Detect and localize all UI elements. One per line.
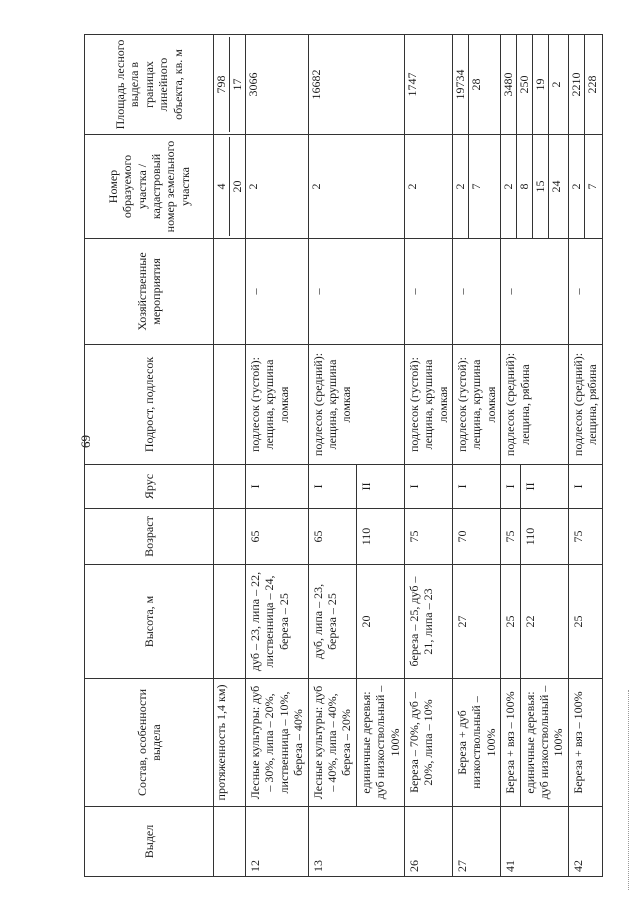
vozrast-cell: 110 (520, 509, 568, 565)
podrost-cell: подлесок (средний): лещина, рябина (501, 345, 569, 465)
col-vozrast: Возраст (85, 509, 214, 565)
table-row (501, 35, 520, 877)
meropriyatiya-cell: – (308, 239, 404, 345)
sostav-cell: Лесные культуры: дуб – 30%, липа – 20%, лиственница – 10%, береза – 40% (246, 679, 309, 807)
table-subheader: протяженность 1,4 км) 4 20 798 17 (214, 35, 246, 877)
vozrast-cell: 110 (356, 509, 404, 565)
scan-edge (628, 690, 630, 890)
nomer-cell (404, 135, 452, 239)
yarus-cell: I (404, 465, 452, 509)
ploshchad-value: 16682 (308, 69, 323, 100)
sostav-cell: Береза + вяз – 100% (501, 679, 520, 807)
nomer-value: 2 (501, 135, 517, 238)
forest-table (84, 34, 603, 877)
col-sostav: Состав, особенности выдела (85, 679, 214, 807)
nomer-cell (453, 135, 501, 239)
sostav-cell: единичные деревья: дуб низкоствольный – 100% (520, 679, 568, 807)
vydel-cell: 13 (308, 807, 404, 877)
ploshchad-cell (308, 35, 404, 135)
table-row (404, 35, 452, 877)
yarus-cell: I (453, 465, 501, 509)
ploshchad-value: 2 (549, 81, 564, 88)
ploshchad-value: 28 (469, 78, 484, 91)
rotated-table-container (84, 35, 640, 877)
table-row (308, 35, 356, 877)
ploshchad-value: 228 (584, 75, 599, 94)
nomer-cell (501, 135, 569, 239)
podrost-cell: подлесок (средний): лещина, крушина ломкая (308, 345, 404, 465)
sostav-cell: Береза + вяз – 100% (568, 679, 602, 807)
ploshchad-value: 250 (517, 35, 533, 134)
sostav-cell: Лесные культуры: дуб – 40%, липа – 40%, береза – 20% (308, 679, 356, 807)
ploshchad-cell (453, 35, 501, 135)
sostav-cell: Береза – 70%, дуб – 20%, липа – 10% (404, 679, 452, 807)
table-row (568, 35, 602, 877)
col-vydel: Выдел (85, 807, 214, 877)
vozrast-cell: 70 (453, 509, 501, 565)
podrost-cell: подлесок (густой): лещина, крушина ломкая (453, 345, 501, 465)
table-header (85, 35, 214, 877)
vozrast-cell: 75 (404, 509, 452, 565)
sostav-cell: Береза + дуб низкоствольный – 100% (453, 679, 501, 807)
col-yarus: Ярус (85, 465, 214, 509)
ploshchad-cell (501, 35, 569, 135)
col-meropriyatiya: Хозяйственные мероприятия (85, 239, 214, 345)
vydel-cell: 12 (246, 807, 309, 877)
podrost-cell: подлесок (густой): лещина, крушина ломкая (404, 345, 452, 465)
nomer-value: 2 (404, 183, 419, 190)
podrost-cell: подлесок (средний): лещина, рябина (568, 345, 602, 465)
meropriyatiya-cell: – (453, 239, 501, 345)
vozrast-cell: 75 (501, 509, 520, 565)
page-number: 69 (78, 435, 93, 448)
vydel-cell: 41 (501, 807, 569, 877)
ploshchad-value: 19 (533, 35, 549, 134)
vysota-cell: дуб, липа – 23, береза – 25 (308, 565, 356, 679)
protyazhennost: протяженность 1,4 км) (214, 679, 246, 807)
meropriyatiya-cell: – (568, 239, 602, 345)
vysota-cell: дуб – 23, липа – 22, лиственница – 24, береза – 25 (246, 565, 309, 679)
yarus-cell: I (568, 465, 602, 509)
sostav-cell: единичные деревья: дуб низкоствольный – 100% (356, 679, 404, 807)
vozrast-cell: 75 (568, 509, 602, 565)
vysota-cell: 25 (568, 565, 602, 679)
nomer-value: 7 (469, 183, 484, 190)
yarus-cell: II (520, 465, 568, 509)
ploshchad-value: 2210 (569, 35, 585, 134)
vydel-cell: 42 (568, 807, 602, 877)
nomer-value: 2 (453, 135, 469, 238)
ploshchad-value: 3480 (501, 35, 517, 134)
vysota-cell: береза – 25, дуб – 21, липа – 23 (404, 565, 452, 679)
meropriyatiya-cell: – (404, 239, 452, 345)
nomer-value: 8 (517, 135, 533, 238)
nomer-cell (568, 135, 602, 239)
nomer-value: 2 (569, 135, 585, 238)
vysota-cell: 27 (453, 565, 501, 679)
table-row (453, 35, 501, 877)
vozrast-cell: 65 (308, 509, 356, 565)
ploshchad-cell (568, 35, 602, 135)
col-ploshchad: Площадь лесного выдела в границах линейного объекта, кв. м (85, 35, 214, 135)
meropriyatiya-cell: – (246, 239, 309, 345)
vysota-cell: 25 (501, 565, 520, 679)
ploshchad-cell (404, 35, 452, 135)
ploshchad-value: 3066 (246, 72, 260, 97)
nomer-value: 24 (549, 180, 564, 193)
nomer-cell (246, 135, 309, 239)
col-podrost: Подрост, подлесок (85, 345, 214, 465)
yarus-cell: I (308, 465, 356, 509)
vysota-cell: 22 (520, 565, 568, 679)
ploshchad-value: 19734 (453, 35, 469, 134)
vydel-cell: 27 (453, 807, 501, 877)
vydel-cell: 26 (404, 807, 452, 877)
vysota-cell: 20 (356, 565, 404, 679)
nomer-value: 15 (533, 135, 549, 238)
yarus-cell: I (501, 465, 520, 509)
col-vysota: Высота, м (85, 565, 214, 679)
table-row (246, 35, 309, 877)
nomer-value: 7 (584, 183, 599, 190)
nomer-cell (308, 135, 404, 239)
yarus-cell: I (246, 465, 309, 509)
nomer-value: 2 (308, 183, 323, 190)
ploshchad-value: 1747 (404, 72, 419, 97)
podrost-cell: подлесок (густой): лещина, крушина ломкая (246, 345, 309, 465)
ploshchad-cell (246, 35, 309, 135)
yarus-cell: II (356, 465, 404, 509)
nomer-value: 2 (246, 183, 260, 190)
meropriyatiya-cell: – (501, 239, 569, 345)
vozrast-cell: 65 (246, 509, 309, 565)
col-nomer: Номер образуемого участка / кадастровый номер земельного участка (85, 135, 214, 239)
